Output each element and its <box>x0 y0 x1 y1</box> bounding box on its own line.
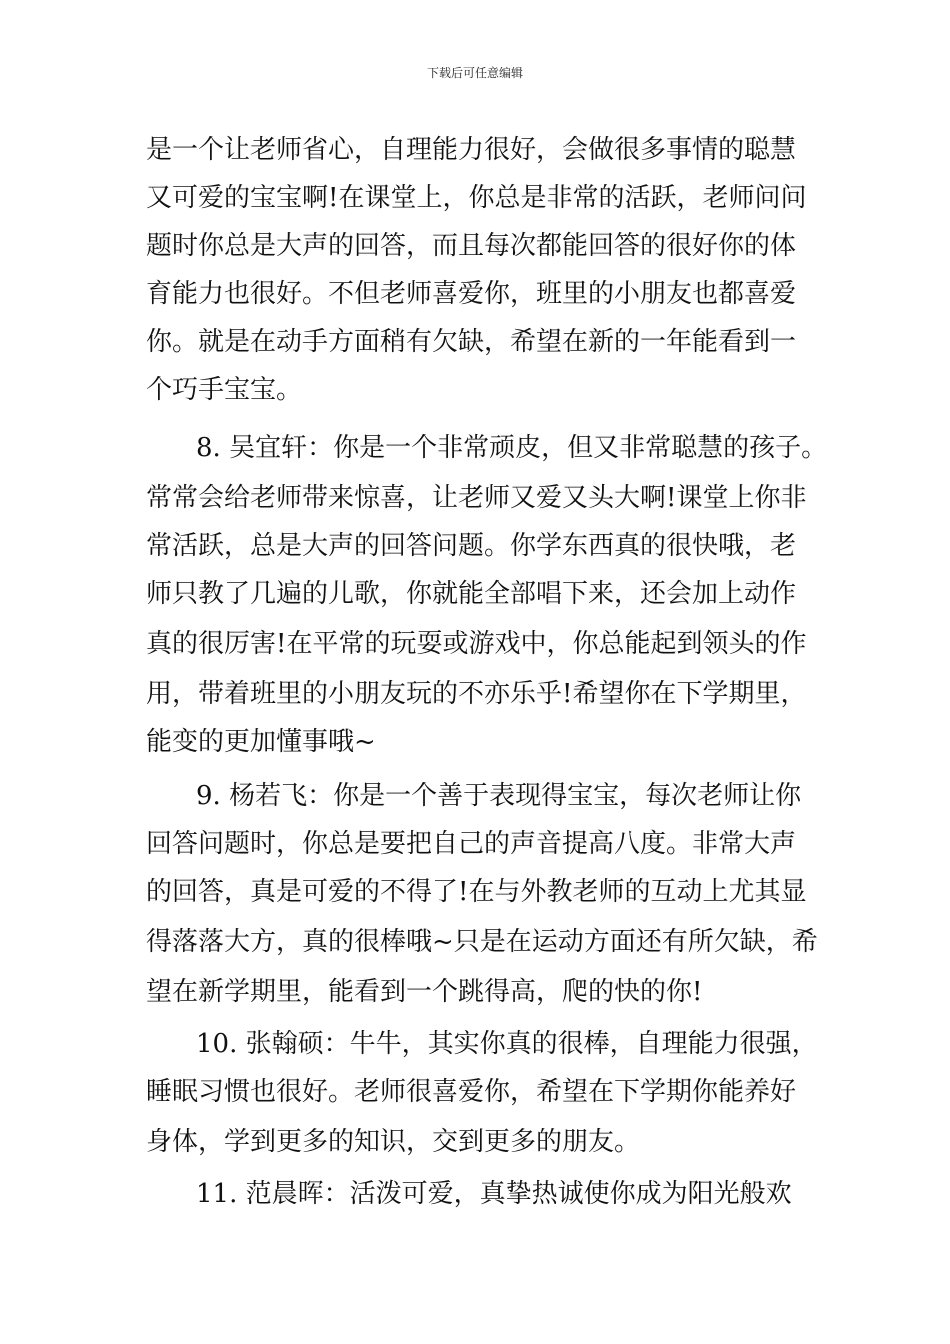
text-line: 题时你总是大声的回答，而且每次都能回答的很好你的体 <box>146 231 797 261</box>
text-line: 身体，学到更多的知识，交到更多的朋友。 <box>146 1127 641 1157</box>
text-line: 的回答，真是可爱的不得了!在与外教老师的互动上尤其显 <box>146 877 807 907</box>
text-line: 回答问题时，你总是要把自己的声音提高八度。非常大声 <box>146 829 797 859</box>
text-line: 睡眠习惯也很好。老师很喜爱你，希望在下学期你能养好 <box>146 1077 797 1107</box>
text-line: 是一个让老师省心，自理能力很好，会做很多事情的聪慧 <box>146 135 797 165</box>
text-line: 常常会给老师带来惊喜，让老师又爱又头大啊!课堂上你非 <box>146 483 807 513</box>
text-line: 真的很厉害!在平常的玩耍或游戏中，你总能起到领头的作 <box>146 629 807 659</box>
text-line: 8. 吴宜轩：你是一个非常顽皮，但又非常聪慧的孩子。 <box>196 433 828 463</box>
text-line: 9. 杨若飞：你是一个善于表现得宝宝，每次老师让你 <box>196 781 802 811</box>
text-line: 得落落大方，真的很棒哦~只是在运动方面还有所欠缺，希 <box>146 927 818 957</box>
text-line: 10. 张翰硕：牛牛，其实你真的很棒，自理能力很强， <box>196 1029 818 1059</box>
text-line: 育能力也很好。不但老师喜爱你，班里的小朋友也都喜爱 <box>146 279 797 309</box>
text-line: 个巧手宝宝。 <box>146 375 303 405</box>
text-line: 又可爱的宝宝啊!在课堂上，你总是非常的活跃，老师问问 <box>146 183 807 213</box>
text-line: 师只教了几遍的儿歌，你就能全部唱下来，还会加上动作 <box>146 579 797 609</box>
text-line: 能变的更加懂事哦~ <box>146 727 376 757</box>
text-line: 常活跃，总是大声的回答问题。你学东西真的很快哦，老 <box>146 531 797 561</box>
text-line: 你。就是在动手方面稍有欠缺，希望在新的一年能看到一 <box>146 327 797 357</box>
text-line: 用，带着班里的小朋友玩的不亦乐乎!希望你在下学期里， <box>146 679 807 709</box>
page-header: 下载后可任意编辑 <box>426 66 523 80</box>
text-line: 11. 范晨晖：活泼可爱，真挚热诚使你成为阳光般欢 <box>196 1179 792 1209</box>
text-line: 望在新学期里，能看到一个跳得高，爬的快的你! <box>146 977 703 1007</box>
